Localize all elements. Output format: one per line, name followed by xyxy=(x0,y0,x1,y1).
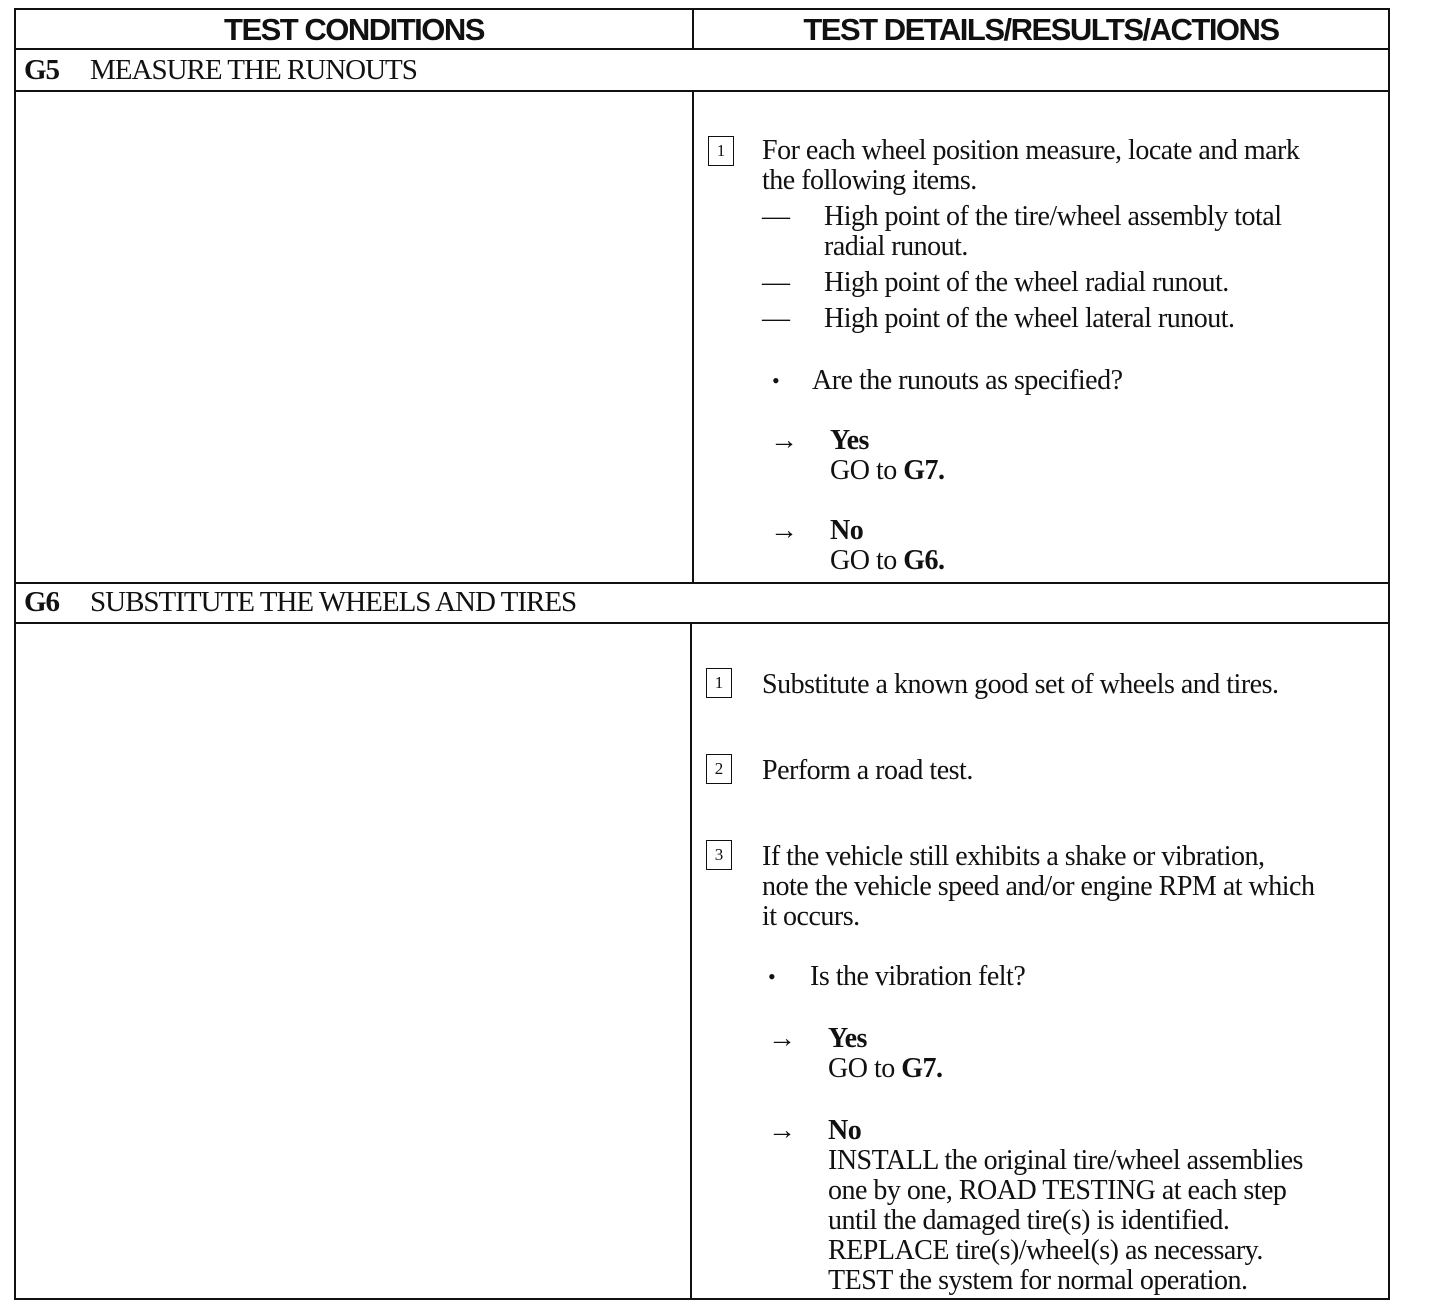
step-line: If the vehicle still exhibits a shake or vibration, xyxy=(762,841,1265,872)
section-title-text: MEASURE THE RUNOUTS xyxy=(90,54,417,86)
step-text xyxy=(762,136,1299,196)
step-number-box: 1 xyxy=(706,668,732,698)
answer-label: No xyxy=(828,1115,862,1146)
step-text: Perform a road test. xyxy=(762,755,973,786)
bullet-icon: • xyxy=(768,964,776,989)
step-line: it occurs. xyxy=(762,901,860,932)
column-header-test-conditions: TEST CONDITIONS xyxy=(16,10,694,50)
step-text xyxy=(762,842,1314,932)
list-item xyxy=(824,202,1282,262)
question-text: Are the runouts as specified? xyxy=(812,365,1123,396)
step-number-box: 1 xyxy=(708,136,734,166)
step-line: note the vehicle speed and/or engine RPM at which xyxy=(762,871,1315,902)
answer-no xyxy=(828,1116,1303,1296)
divider xyxy=(16,622,1388,624)
answer-line: one by one, ROAD TESTING at each step xyxy=(828,1175,1287,1206)
answer-target: G7. xyxy=(901,1053,943,1084)
answer-line: INSTALL the original tire/wheel assemblies xyxy=(828,1145,1303,1176)
answer-action: GO to xyxy=(830,455,897,486)
list-item: High point of the wheel radial runout. xyxy=(824,267,1229,298)
list-item-line: High point of the tire/wheel assembly total xyxy=(824,201,1282,232)
step-line: For each wheel position measure, locate and mark xyxy=(762,135,1300,166)
column-header-test-details: TEST DETAILS/RESULTS/ACTIONS xyxy=(803,12,1279,47)
list-item-line: radial runout. xyxy=(824,231,968,262)
answer-line: until the damaged tire(s) is identified. xyxy=(828,1205,1230,1236)
answer-line: REPLACE tire(s)/wheel(s) as necessary. xyxy=(828,1235,1263,1266)
answer-line: TEST the system for normal operation. xyxy=(828,1265,1248,1296)
answer-label: Yes xyxy=(828,1023,867,1054)
arrow-right-icon: → xyxy=(770,425,798,456)
answer-action: GO to xyxy=(828,1053,895,1084)
arrow-right-icon: → xyxy=(768,1115,796,1146)
question-text: Is the vibration felt? xyxy=(810,961,1026,992)
section-code: G6 xyxy=(24,586,60,618)
bullet-icon: • xyxy=(772,368,780,393)
step-number-box: 2 xyxy=(706,754,732,784)
section-title-g5 xyxy=(24,50,417,90)
dash-marker: — xyxy=(762,303,790,334)
list-item: High point of the wheel lateral runout. xyxy=(824,303,1235,334)
column-divider xyxy=(692,92,694,582)
dash-marker: — xyxy=(762,267,790,298)
step-text: Substitute a known good set of wheels and tires. xyxy=(762,669,1279,700)
column-divider xyxy=(690,624,692,1300)
arrow-right-icon: → xyxy=(768,1023,796,1054)
answer-target: G6. xyxy=(903,545,945,576)
answer-target: G7. xyxy=(903,455,945,486)
answer-yes xyxy=(830,426,945,486)
divider xyxy=(16,90,1388,92)
arrow-right-icon: → xyxy=(770,515,798,546)
answer-label: Yes xyxy=(830,425,869,456)
section-title-g6 xyxy=(24,582,576,622)
dash-marker: — xyxy=(762,201,790,232)
step-line: the following items. xyxy=(762,165,977,196)
diagnostic-table xyxy=(14,8,1390,1300)
section-title-text: SUBSTITUTE THE WHEELS AND TIRES xyxy=(90,586,577,618)
answer-yes xyxy=(828,1024,943,1084)
answer-no xyxy=(830,516,945,576)
step-number-box: 3 xyxy=(706,840,732,870)
answer-label: No xyxy=(830,515,864,546)
section-code: G5 xyxy=(24,54,60,86)
answer-action: GO to xyxy=(830,545,897,576)
